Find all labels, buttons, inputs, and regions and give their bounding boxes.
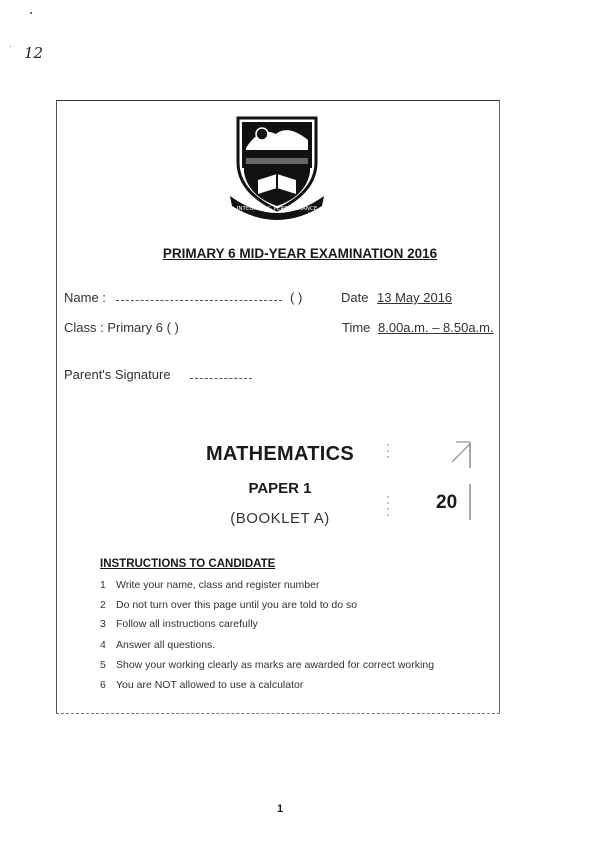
instruction-item: [100, 679, 303, 691]
instruction-number: 5: [100, 659, 106, 671]
instructions-title: INSTRUCTIONS TO CANDIDATE: [100, 558, 276, 570]
subject-title: MATHEMATICS: [205, 443, 355, 465]
instruction-text: Do not turn over this page until you are told to do so: [116, 599, 358, 611]
handwritten-mark: 12: [24, 44, 44, 62]
scan-speck: [30, 12, 32, 14]
instruction-item: [100, 618, 258, 630]
date-value: 13 May 2016: [377, 290, 453, 305]
score-box: [386, 440, 472, 522]
school-crest-logo: [226, 110, 328, 222]
date-label: Date: [341, 290, 369, 305]
svg-text:INTEGRITY & PERSEVERANCE: INTEGRITY & PERSEVERANCE: [236, 206, 318, 212]
instruction-text: Follow all instructions carefully: [116, 618, 258, 630]
instruction-text: Write your name, class and register number: [116, 579, 320, 591]
instruction-text: You are NOT allowed to use a calculator: [116, 679, 304, 691]
signature-line: [190, 378, 252, 379]
register-bracket: ( ): [290, 290, 303, 305]
instruction-item: [100, 639, 215, 651]
instruction-number: 6: [100, 679, 106, 691]
time-value: 8.00a.m. – 8.50a.m.: [378, 320, 494, 335]
name-label: Name :: [64, 290, 106, 305]
instruction-text: Show your working clearly as marks are awarded for correct working: [116, 659, 435, 671]
instruction-item: [100, 659, 434, 671]
score-value: 20: [436, 492, 458, 513]
time-label: Time: [342, 320, 371, 335]
scan-speck: [10, 46, 11, 47]
instruction-number: 1: [100, 579, 106, 591]
class-label: Class : Primary 6 ( ): [64, 320, 179, 335]
instruction-item: [100, 599, 357, 611]
exam-title: PRIMARY 6 MID-YEAR EXAMINATION 2016: [162, 246, 438, 261]
name-line: [116, 300, 282, 301]
instruction-item: [100, 579, 319, 591]
page-number: 1: [276, 803, 284, 815]
instruction-number: 2: [100, 599, 106, 611]
booklet-title: (BOOKLET A): [230, 510, 330, 527]
instruction-number: 4: [100, 639, 106, 651]
signature-label: Parent's Signature: [64, 367, 171, 382]
instruction-text: Answer all questions.: [116, 639, 216, 651]
instruction-number: 3: [100, 618, 106, 630]
paper-title: PAPER 1: [248, 480, 312, 497]
